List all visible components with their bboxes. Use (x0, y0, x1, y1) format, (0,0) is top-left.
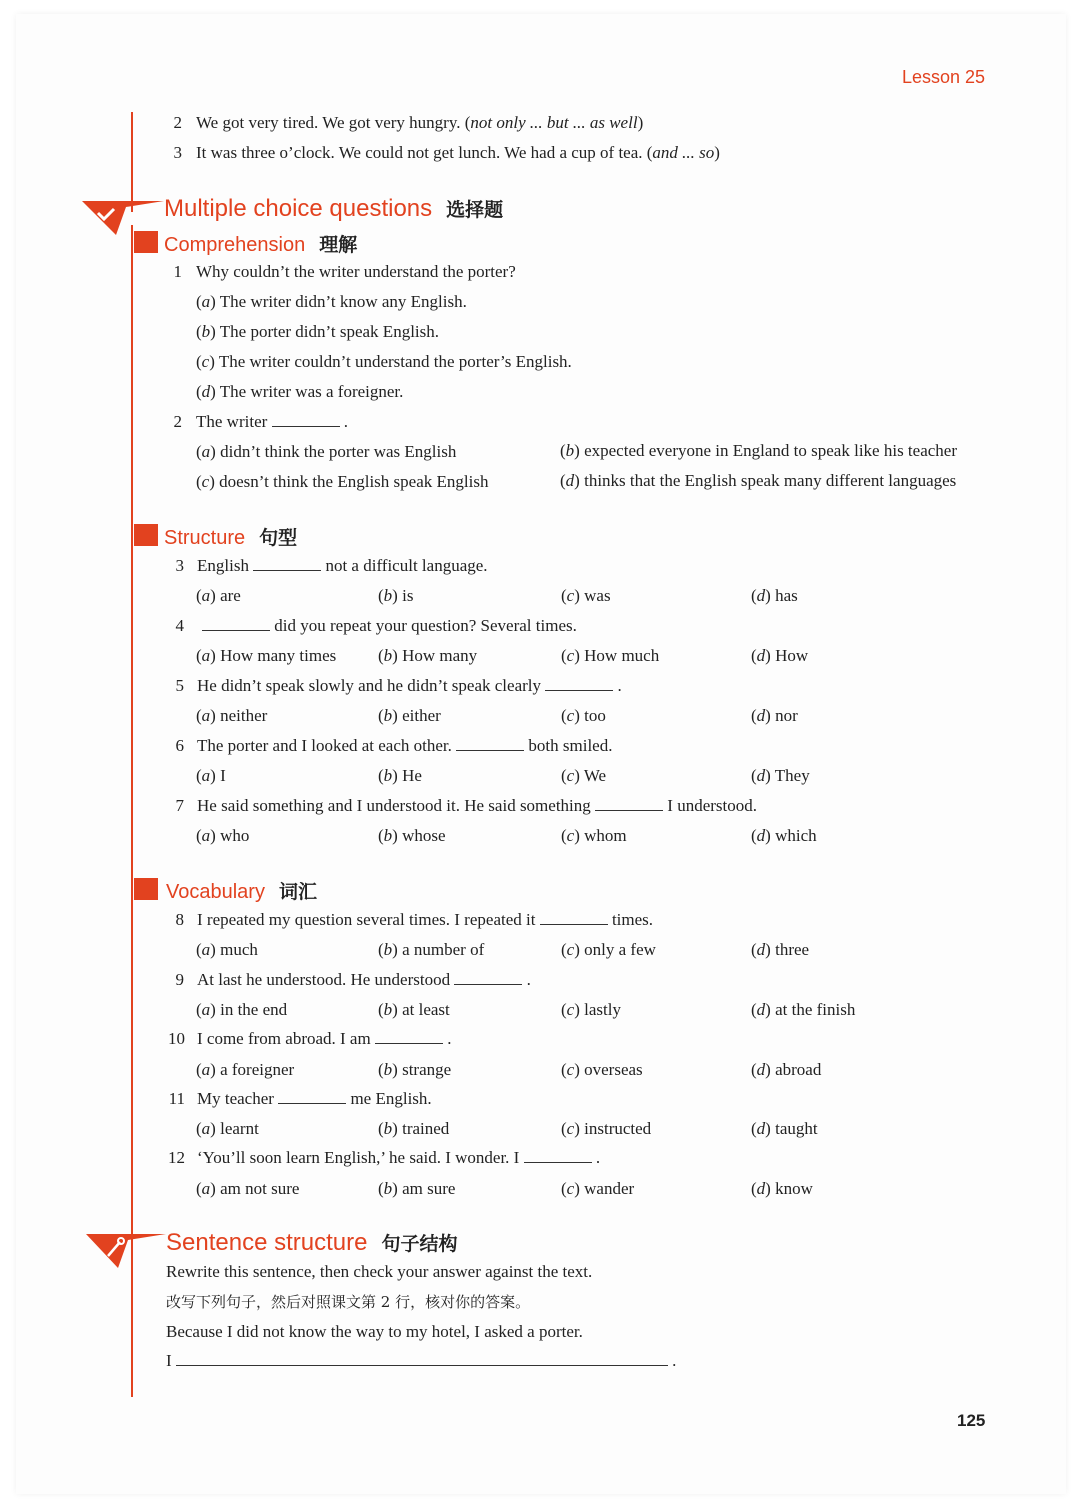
answer-blank[interactable] (540, 910, 608, 925)
option-d[interactable]: (d) taught (751, 1119, 818, 1138)
option-b[interactable]: (b) is (378, 586, 414, 605)
option-b[interactable]: (b) The porter didn’t speak English. (196, 322, 440, 341)
question-number: 11 (168, 1089, 185, 1108)
option-b[interactable]: (b) trained (378, 1119, 450, 1138)
answer-blank[interactable] (545, 676, 613, 691)
answer-blank[interactable] (253, 556, 321, 571)
option-a[interactable]: (a) I (196, 766, 226, 785)
option-b[interactable]: (b) at least (378, 1000, 450, 1019)
option-d[interactable]: (d) which (751, 826, 817, 845)
top-item-2: We got very tired. We got very hungry. (not only ... but ... as well) (196, 113, 644, 132)
answer-blank[interactable] (456, 736, 524, 751)
question-text: My teacher me English. (197, 1089, 432, 1108)
question-text: At last he understood. He understood . (197, 970, 531, 989)
question-number: 8 (175, 910, 184, 929)
option-c[interactable]: (c) The writer couldn’t understand the porter’s English. (196, 352, 572, 371)
answer-input-line[interactable] (176, 1351, 668, 1366)
option-d[interactable]: (d) has (751, 586, 798, 605)
section-marker (134, 878, 158, 900)
option-b[interactable]: (b) a number of (378, 940, 485, 959)
lesson-label: Lesson 25 (902, 67, 986, 87)
option-d[interactable]: (d) abroad (751, 1060, 822, 1079)
option-d[interactable]: (d) three (751, 940, 810, 959)
option-d[interactable]: (d) nor (751, 706, 798, 725)
option-b[interactable]: (b) whose (378, 826, 446, 845)
answer-blank[interactable] (272, 412, 340, 427)
option-d[interactable]: (d) They (751, 766, 810, 785)
option-a[interactable]: (a) much (196, 940, 258, 959)
option-a[interactable]: (a) who (196, 826, 250, 845)
question-text: I repeated my question several times. I repeated it times. (197, 910, 654, 929)
source-sentence: Because I did not know the way to my hotel, I asked a porter. (166, 1322, 583, 1341)
option-c[interactable]: (c) only a few (561, 940, 656, 959)
answer-blank[interactable] (595, 796, 663, 811)
option-c[interactable]: (c) lastly (561, 1000, 621, 1019)
question-text: The writer . (196, 412, 349, 431)
item-number: 3 (173, 143, 182, 162)
option-c[interactable]: (c) doesn’t think the English speak English (196, 472, 489, 491)
mcq-heading: Multiple choice questions 选择题 (164, 195, 504, 222)
question-number: 5 (175, 676, 184, 695)
option-b[interactable]: (b) He (378, 766, 422, 785)
question-text: ‘You’ll soon learn English,’ he said. I wonder. I . (197, 1148, 601, 1167)
option-c[interactable]: (c) wander (561, 1179, 635, 1198)
option-b[interactable]: (b) either (378, 706, 441, 725)
question-number: 9 (175, 970, 184, 989)
option-a[interactable]: (a) in the end (196, 1000, 288, 1019)
answer-line: I . (166, 1351, 677, 1370)
section-marker (134, 524, 158, 546)
item-number: 2 (173, 113, 182, 132)
option-d[interactable]: (d) How (751, 646, 809, 665)
option-d[interactable]: (d) thinks that the English speak many different languages (560, 471, 957, 490)
answer-blank[interactable] (278, 1089, 346, 1104)
option-c[interactable]: (c) whom (561, 826, 627, 845)
question-number: 4 (175, 616, 184, 635)
option-b[interactable]: (b) expected everyone in England to speak like his teacher (560, 441, 957, 460)
question-text: Why couldn’t the writer understand the porter? (196, 262, 516, 281)
option-b[interactable]: (b) am sure (378, 1179, 456, 1198)
wrench-banner-icon (86, 1230, 166, 1272)
option-b[interactable]: (b) strange (378, 1060, 452, 1079)
question-text: English not a difficult language. (197, 556, 488, 575)
option-a[interactable]: (a) How many times (196, 646, 337, 665)
option-d[interactable]: (d) at the finish (751, 1000, 856, 1019)
question-text: The porter and I looked at each other. both smiled. (197, 736, 613, 755)
option-a[interactable]: (a) The writer didn’t know any English. (196, 292, 467, 311)
option-a[interactable]: (a) learnt (196, 1119, 259, 1138)
structure-heading: Structure 句型 (164, 527, 298, 549)
answer-blank[interactable] (375, 1029, 443, 1044)
answer-blank[interactable] (202, 616, 270, 631)
section-marker (134, 231, 158, 253)
option-b[interactable]: (b) How many (378, 646, 478, 665)
option-a[interactable]: (a) am not sure (196, 1179, 300, 1198)
option-c[interactable]: (c) instructed (561, 1119, 652, 1138)
question-number: 3 (175, 556, 184, 575)
question-number: 10 (168, 1029, 185, 1048)
question-number: 7 (175, 796, 184, 815)
option-c[interactable]: (c) We (561, 766, 607, 785)
question-text: He said something and I understood it. He said something I understood. (197, 796, 757, 815)
answer-blank[interactable] (454, 970, 522, 985)
comprehension-heading: Comprehension 理解 (164, 234, 358, 256)
option-a[interactable]: (a) a foreigner (196, 1060, 295, 1079)
instruction-text: Rewrite this sentence, then check your answer against the text. (166, 1262, 593, 1281)
question-text: did you repeat your question? Several times. (202, 616, 577, 636)
answer-blank[interactable] (524, 1148, 592, 1163)
page-number: 125 (957, 1411, 986, 1430)
option-d[interactable]: (d) The writer was a foreigner. (196, 382, 404, 401)
margin-line (131, 225, 133, 1397)
instruction-text-zh: 改写下列句子，然后对照课文第 2 行，核对你的答案。 (166, 1293, 531, 1311)
option-c[interactable]: (c) overseas (561, 1060, 643, 1079)
option-c[interactable]: (c) too (561, 706, 606, 725)
option-a[interactable]: (a) neither (196, 706, 268, 725)
question-text: I come from abroad. I am . (197, 1029, 452, 1048)
option-d[interactable]: (d) know (751, 1179, 813, 1198)
option-c[interactable]: (c) How much (561, 646, 660, 665)
option-c[interactable]: (c) was (561, 586, 611, 605)
question-text: He didn’t speak slowly and he didn’t speak clearly . (197, 676, 622, 695)
option-a[interactable]: (a) are (196, 586, 241, 605)
question-number: 12 (168, 1148, 185, 1167)
option-a[interactable]: (a) didn’t think the porter was English (196, 442, 457, 461)
question-number: 1 (173, 262, 182, 281)
sentence-structure-heading: Sentence structure 句子结构 (166, 1229, 458, 1256)
vocabulary-heading: Vocabulary 词汇 (166, 881, 317, 903)
top-item-3: It was three o’clock. We could not get lunch. We had a cup of tea. (and ... so) (196, 143, 720, 162)
question-number: 2 (173, 412, 182, 431)
question-number: 6 (175, 736, 184, 755)
